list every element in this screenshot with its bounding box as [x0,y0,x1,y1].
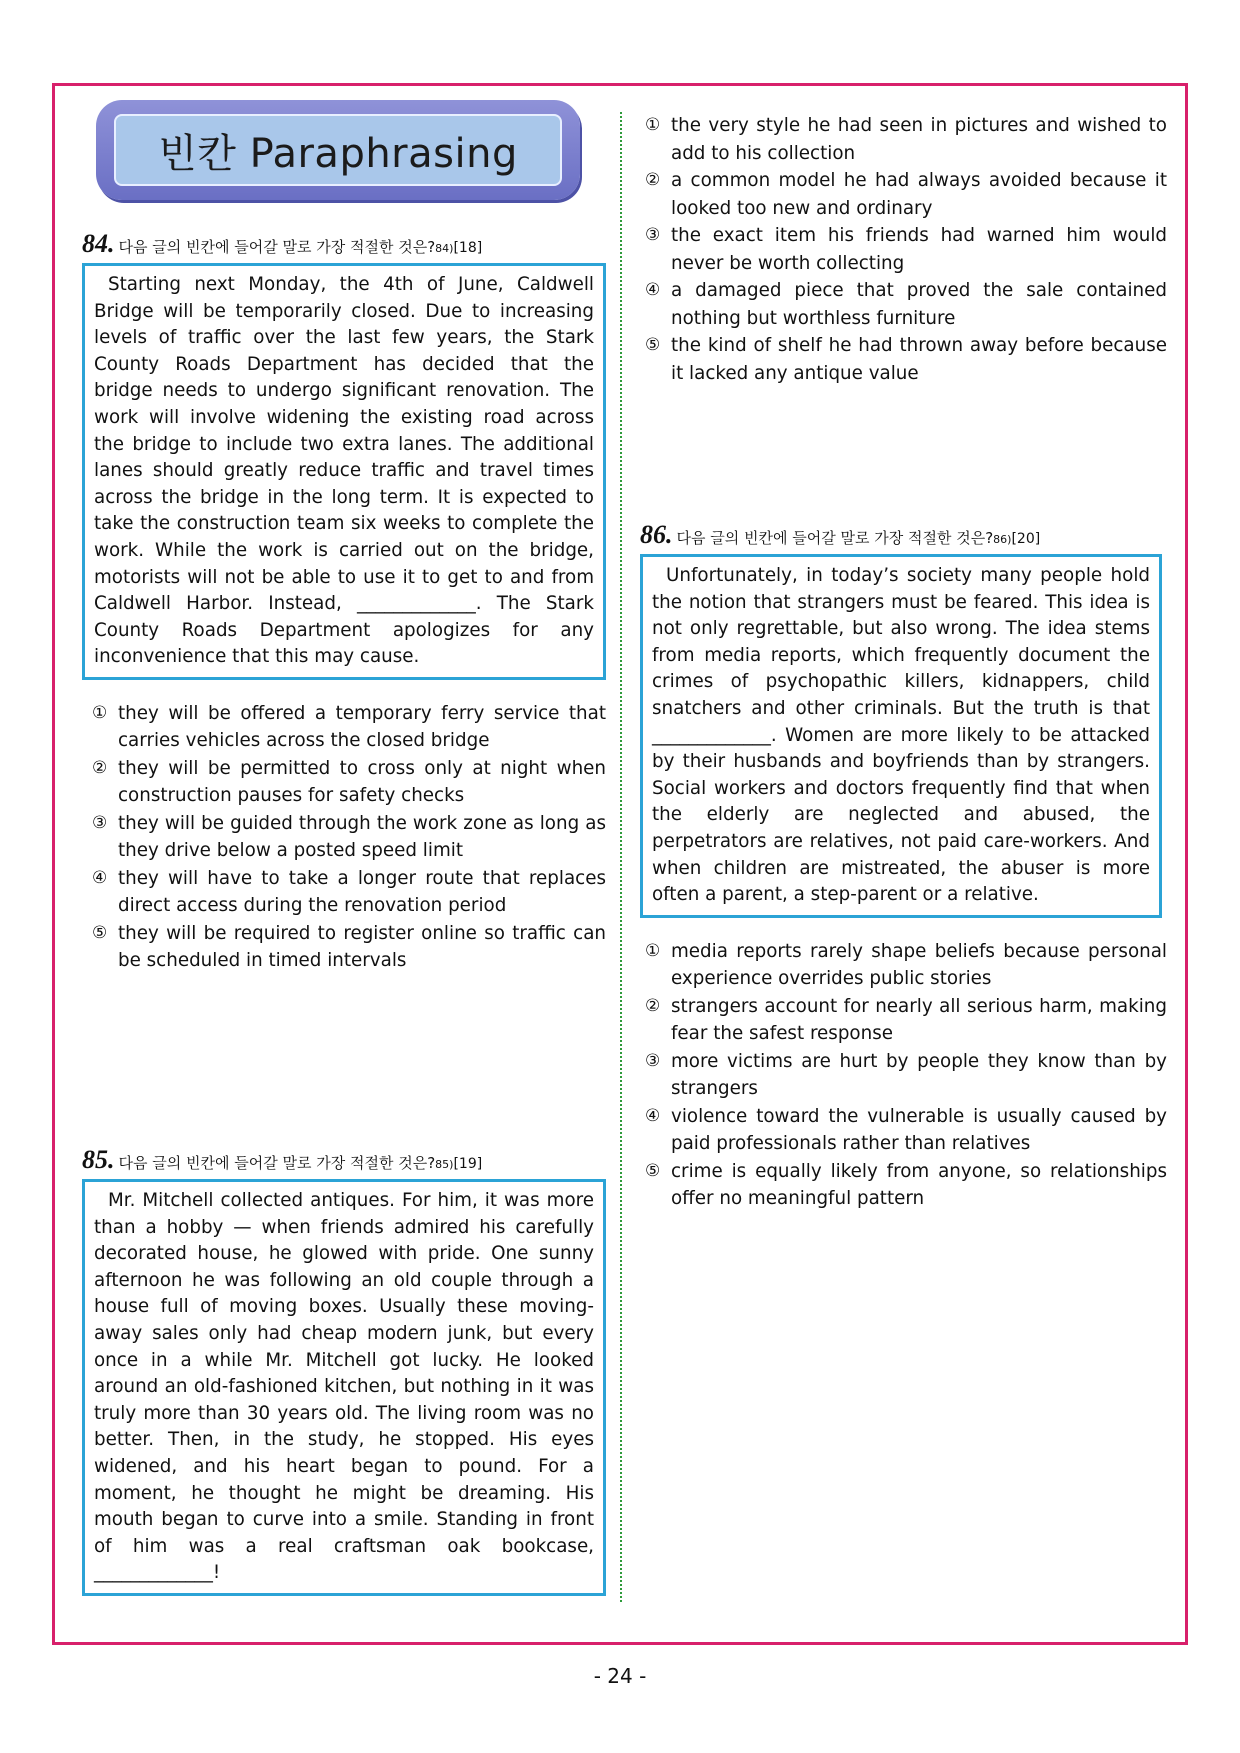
question-85 [82,1145,606,1596]
question-number: 84. [82,229,115,258]
question-number: 86. [640,520,673,549]
passage-text: Unfortunately, in today’s society many people hold the notion that strangers must be feared. This idea is not only regrettable, but also wrong. The idea stems from media reports, which frequently document the crimes of psychopathic killers, kidnappers, child snatchers and other criminals. But the truth is that _____________. Women are more likely to be attacked by their husbands and boyfriends than by strangers. Social workers and doctors frequently find that when the elderly are neglected and abused, the perpetrators are relatives, not paid care-workers. And when children are mistreated, the abuser is more often a parent, a step-parent or a relative. [652,565,1150,906]
passage-box [640,554,1162,918]
choice-list [82,700,606,975]
passage-box [82,1179,606,1596]
passage-box [82,263,606,680]
choice-list [640,938,1167,1213]
choice-item[interactable]: ① they will be offered a temporary ferry service that carries vehicles across the closed bridge [92,702,606,752]
choice-item[interactable]: ⑤ crime is equally likely from anyone, so relationships offer no meaningful pattern [645,1160,1167,1210]
right-column [640,112,1167,1210]
page-title: 빈칸 Paraphrasing [158,130,518,177]
question-number: 85. [82,1145,115,1174]
question-prompt: 다음 글의 빈칸에 들어갈 말로 가장 적절한 것은? [118,238,436,256]
question-ref: 85) [435,1158,454,1171]
question-prompt: 다음 글의 빈칸에 들어갈 말로 가장 적절한 것은? [118,1154,436,1172]
choice-item[interactable]: ② strangers account for nearly all serious harm, making fear the safest response [645,995,1167,1045]
question-prompt: 다음 글의 빈칸에 들어갈 말로 가장 적절한 것은? [676,529,994,547]
question-header [82,229,606,259]
question-header [82,1145,606,1175]
question-tag: [19] [453,1156,483,1172]
question-tag: [20] [1011,531,1041,547]
passage-text: Mr. Mitchell collected antiques. For him, it was more than a hobby — when friends admired his carefully decorated house, he glowed with pride. One sunny afternoon he was following an old couple through a house full of moving boxes. Usually these moving-away sales only had cheap modern junk, but every once in a while Mr. Mitchell got lucky. He looked around an old-fashioned kitchen, but nothing in it was truly more than 30 years old. The living room was no better. Then, in the study, he stopped. His eyes widened, and his heart began to pound. For a moment, he thought he might be dreaming. His mouth began to curve into a smile. Standing in front of him was a real craftsman oak bookcase, _____________! [94,1190,594,1584]
choice-item[interactable]: ① media reports rarely shape beliefs because personal experience overrides public stories [645,940,1167,990]
left-column [82,100,606,1584]
choice-item[interactable]: ④ a damaged piece that proved the sale contained nothing but worthless furniture [645,280,1167,329]
choice-item[interactable]: ⑤ the kind of shelf he had thrown away before because it lacked any antique value [645,335,1167,384]
choice-item[interactable]: ③ they will be guided through the work zone as long as they drive below a posted speed limit [92,812,606,862]
choice-list [645,112,1167,387]
column-divider [620,112,622,1602]
choice-item[interactable]: ② a common model he had always avoided because it looked too new and ordinary [645,170,1167,219]
choice-item[interactable]: ① the very style he had seen in pictures and wished to add to his collection [645,115,1167,164]
question-84 [82,229,606,975]
title-banner [96,100,580,204]
question-header [640,520,1167,550]
page-number: - 24 - [593,1664,647,1688]
choice-item[interactable]: ④ they will have to take a longer route that replaces direct access during the renovation period [92,867,606,917]
choice-item[interactable]: ⑤ they will be required to register online so traffic can be scheduled in timed intervals [92,922,606,972]
question-ref: 86) [993,533,1012,546]
choice-item[interactable]: ③ more victims are hurt by people they know than by strangers [645,1050,1167,1100]
question-86 [640,520,1167,1213]
choice-item[interactable]: ③ the exact item his friends had warned him would never be worth collecting [645,225,1167,274]
choice-item[interactable]: ② they will be permitted to cross only at night when construction pauses for safety checks [92,757,606,807]
passage-text: Starting next Monday, the 4th of June, Caldwell Bridge will be temporarily closed. Due to increasing levels of traffic over the last few years, the Stark County Roads Department has decided that the bridge needs to undergo significant renovation. The work will involve widening the existing road across the bridge to include two extra lanes. The additional lanes should greatly reduce traffic and travel times across the bridge in the long term. It is expected to take the construction team six weeks to complete the work. While the work is carried out on the bridge, motorists will not be able to use it to get to and from Caldwell Harbor. Instead, _____________. The Stark County Roads Department apologizes for any inconvenience that this may cause. [94,274,594,668]
question-ref: 84) [435,242,454,255]
question-tag: [18] [453,240,483,256]
choice-item[interactable]: ④ violence toward the vulnerable is usually caused by paid professionals rather than relatives [645,1105,1167,1155]
